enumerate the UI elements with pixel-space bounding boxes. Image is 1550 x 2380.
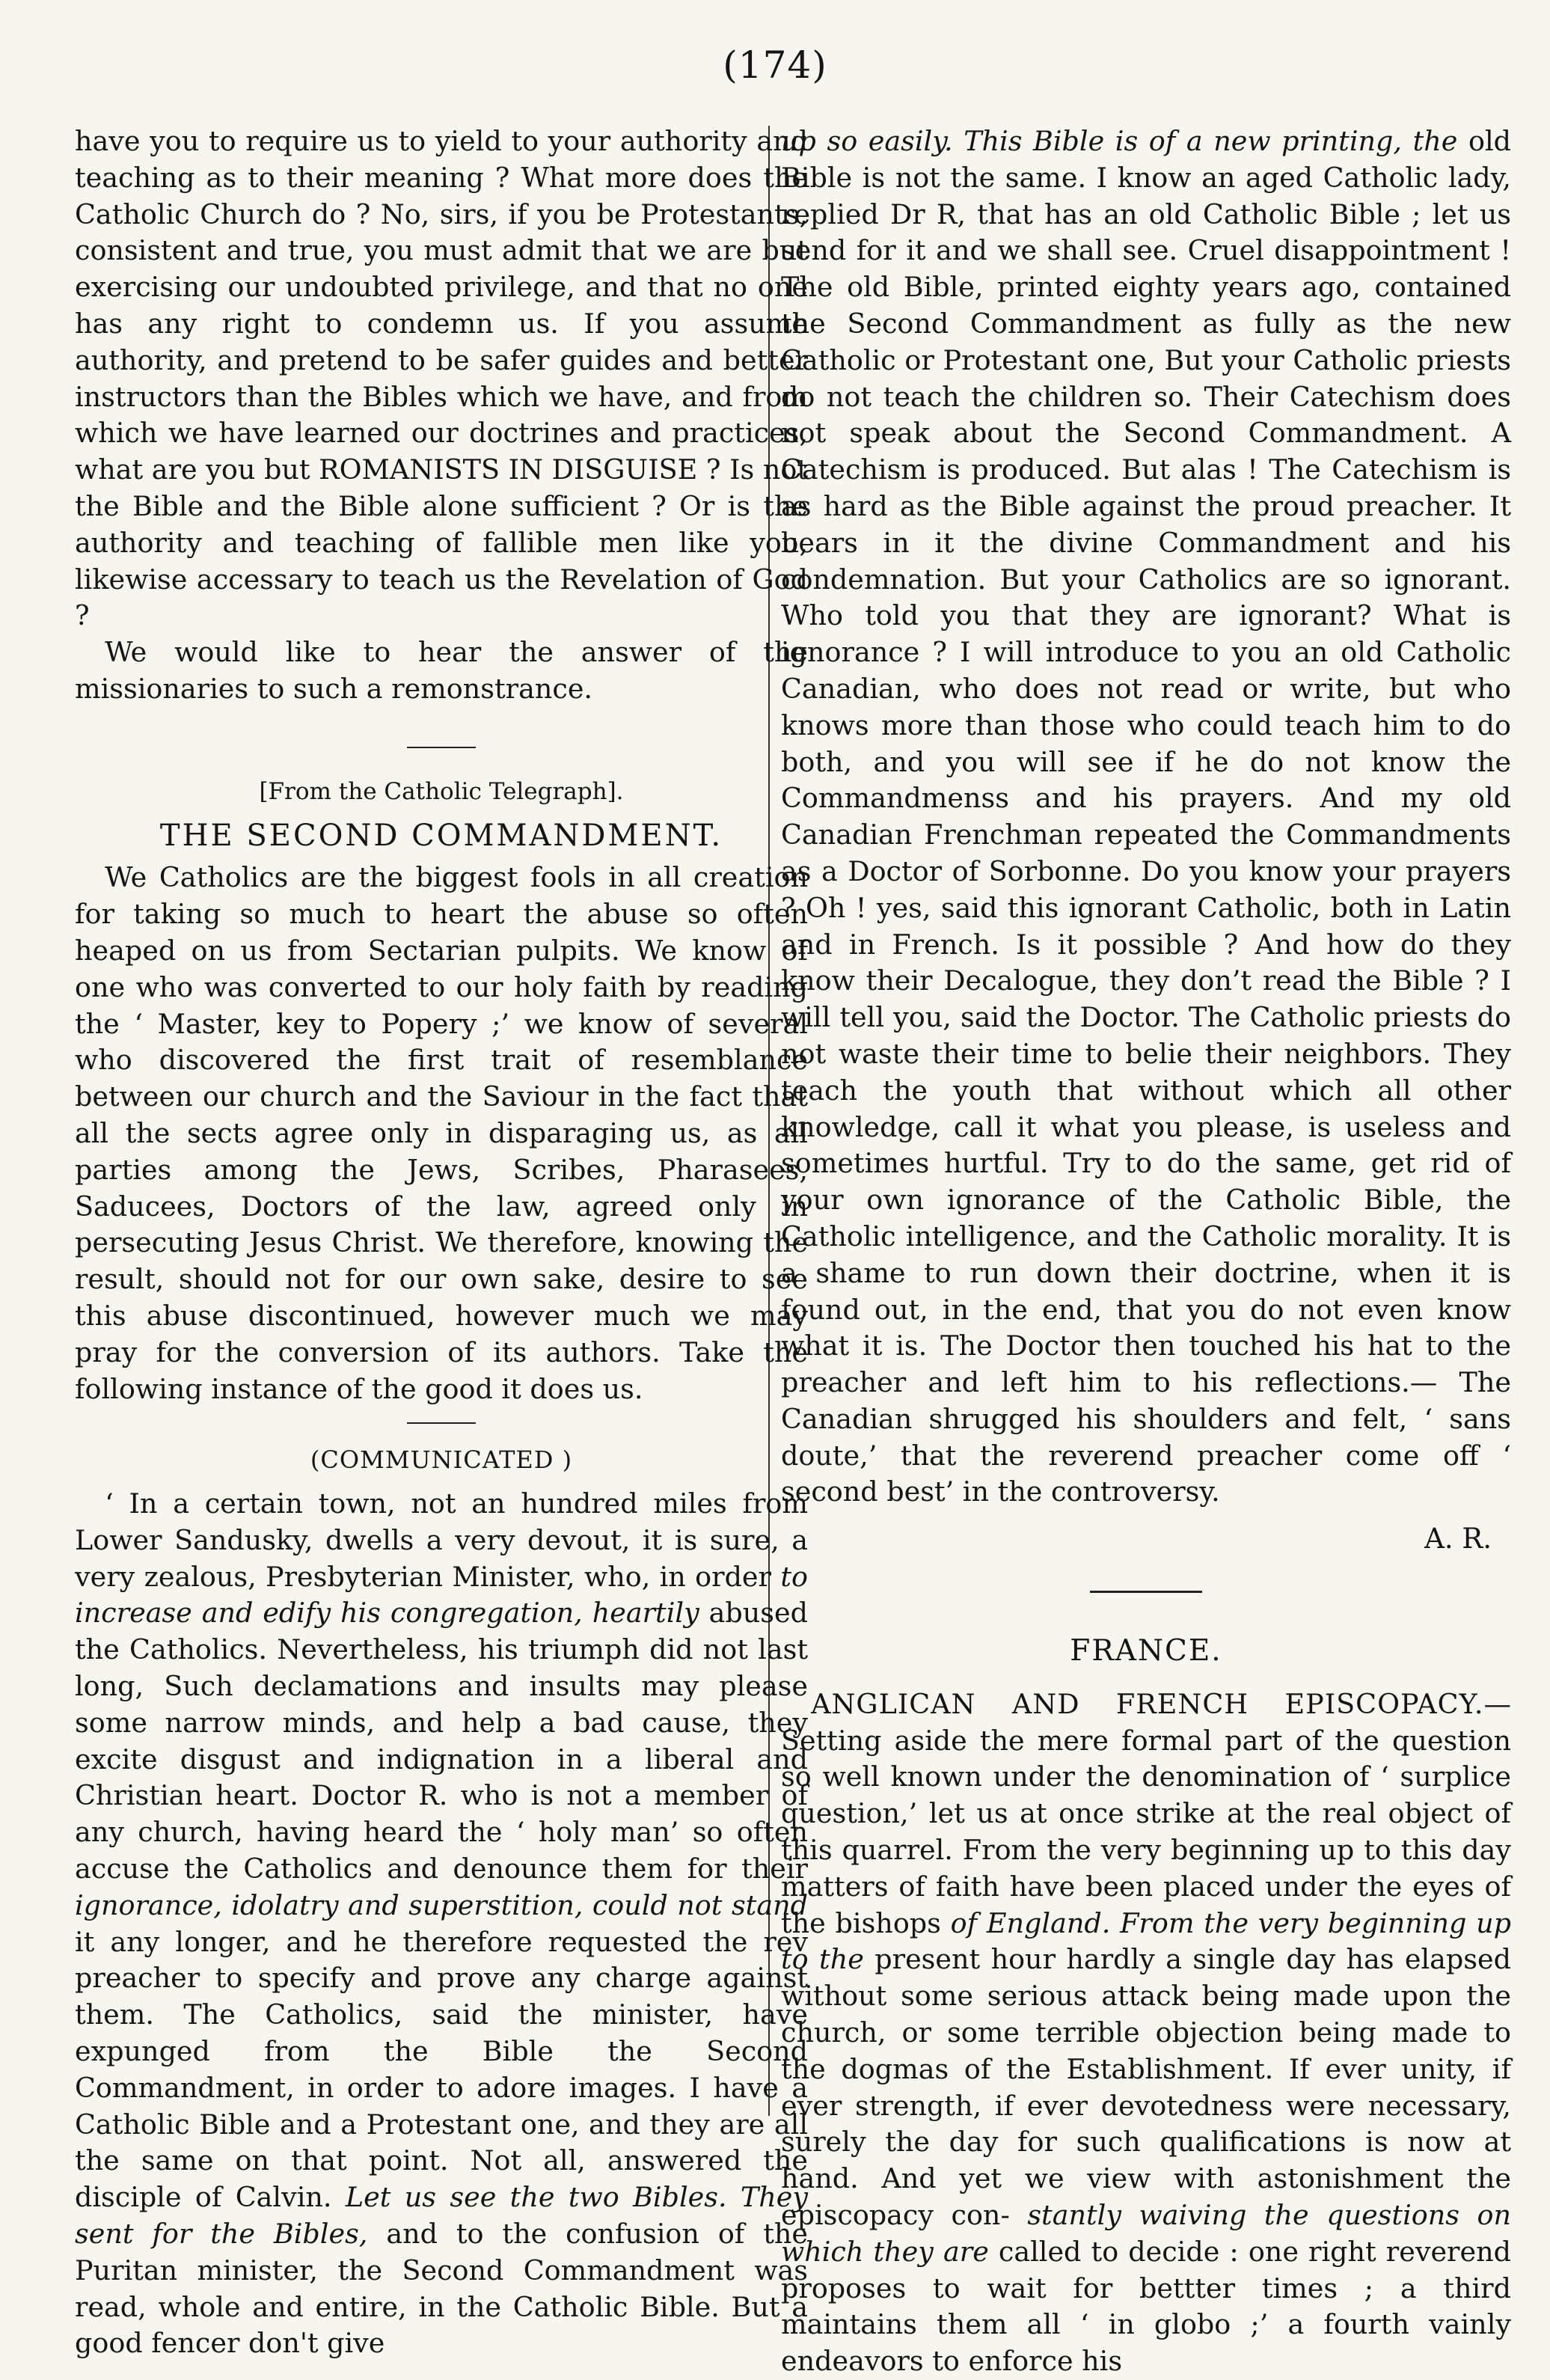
continued-italic: up so easily. This Bible is of a new printing, the — [781, 125, 1458, 157]
page-number: (174) — [723, 43, 827, 87]
story-italic-3: Let us see the two Bibles. They sent for the Bibles, — [75, 2181, 808, 2251]
france-lead: ANGLICAN AND FRENCH EPISCOPACY. — [811, 1687, 1484, 1720]
section-rule — [1090, 1591, 1202, 1593]
story-start: ‘ In a certain town, not an hundred miles from Lower Sandusky, dwells a very devout, it is sure, a very zealous, Presbyterian Minister, who, in order — [75, 1487, 808, 1593]
story-mid-2: it any longer, and he therefore requested the rev preacher to specify and prove any charge against them. The Catholics, said the minister, have expunged from the Bible the Second Commandment, in order to adore images. I have a Catholic Bible and a Protestant one, and they are all the same on that point. Not all, answered the disciple of Calvin. — [75, 1925, 808, 2214]
story-italic-1: to increase and edify his congregation, heartily — [75, 1560, 808, 1630]
intro-paragraph: have you to require us to yield to your authority and teaching as to their meaning ? What more does the Catholic Church do ? No, sirs, if you be Protestants, consistent and true, you must admit that we are but exercising our undoubted privilege, and that no one has any right to condemn us. If you assume authority, and pretend to be safer guides and better instructors than the Bibles which we have, and from which we have learned our doctrines and practices, what are you but ROMANISTS IN DISGUISE ? Is not the Bible and the Bible alone sufficient ? Or is the authority and teaching of fallible men like you, likewise accessary to teach us the Revelation of God ? — [75, 125, 808, 632]
france-paragraph — [781, 1686, 1511, 2380]
france-text-3: called to decide : one right reverend proposes to wait for bettter times ; a third maintains them all ‘ in globo ;’ a fourth vainly endeavors to enforce his — [781, 2235, 1511, 2378]
signature: A. R. — [1424, 1523, 1492, 1555]
section-rule — [407, 747, 476, 748]
france-text-2: present hour hardly a single day has elapsed without some serious attack being made upon the church, or some terrible objection being made to the dogmas of the Establishment. If ever unity, if ever strength, if ever devotedness were necessary, surely the day for such qualifications is now at hand. And yet we view with astonishment the episcopacy con- — [781, 1943, 1511, 2232]
france-title: FRANCE. — [1070, 1634, 1222, 1668]
story-end: and to the confusion of the Puritan minister, the Second Commandment was read, whole and entire, in the Catholic Bible. But a good fencer don't give — [75, 2218, 808, 2360]
france-text-1: —Setting aside the mere formal part of the question so well known under the denomination of ‘ surplice question,’ let us at once strike at the real object of this quarrel. From the very beginning up to this day matters of faith have been placed under the eyes of the bishops — [781, 1687, 1511, 1939]
story-continued — [781, 123, 1511, 1511]
story-italic-2: ignorance, idolatry and superstition, could not stand — [75, 1888, 808, 1921]
article-title: THE SECOND COMMANDMENT. — [159, 818, 723, 853]
france-italic-2: stantly waiving the questions on which they are — [781, 2199, 1511, 2268]
communicated-heading: (COMMUNICATED ) — [310, 1446, 573, 1475]
story-paragraph — [75, 1486, 808, 2362]
right-column — [781, 123, 1511, 2380]
article-paragraph: We Catholics are the biggest fools in all creation for taking so much to heart the abuse so often heaped on us from Sectarian pulpits. We know of one who was converted to our holy faith by reading the ‘ Master, key to Popery ;’ we know of several who discovered the first trait of resemblance between our church and the Saviour in the fact that all the sects agree only in disparaging us, as all parties among the Jews, Scribes, Pharasees, Saducees, Doctors of the law, agreed only in persecuting Jesus Christ. We therefore, knowing the result, should not for our own sake, desire to see this abuse discontinued, however much we may pray for the conversion of its authors. Take the following instance of the good it does us. — [75, 861, 808, 1405]
section-rule — [407, 1422, 476, 1424]
left-column — [75, 123, 808, 2362]
story-mid-1: abused the Catholics. Nevertheless, his triumph did not last long, Such declamations and insults may please some narrow minds, and help a bad cause, they excite disgust and indignation in a liberal and Christian heart. Doctor R. who is not a member of any church, having heard the ‘ holy man’ so often accuse the Catholics and denounce them for their — [75, 1597, 809, 1885]
france-italic-1: of England. From the very beginning up to the — [781, 1906, 1511, 1976]
intro-closing: We would like to hear the answer of the missionaries to such a remonstrance. — [75, 636, 808, 705]
source-line: [From the Catholic Telegraph]. — [259, 777, 624, 805]
continued-text: old Bible is not the same. I know an aged Catholic lady, replied Dr R, that has an old Catholic Bible ; let us send for it and we shall see. Cruel disappointment ! The old Bible, printed eighty years ago, contained the Second Commandment as fully as the new Catholic or Protestant one, But your Catholic priests do not teach the children so. Their Catechism does not speak about the Second Commandment. A Catechism is produced. But alas ! The Catechism is as hard as the Bible against the proud preacher. It bears in it the divine Commandment and his condemnation. But your Catholics are so ignorant. Who told you that they are ignorant? What is ignorance ? I will introduce to you an old Catholic Canadian, who does not read or write, but who knows more than those who could teach him to do both, and you will see if he do not know the Commandmenss and his prayers. And my old Canadian Frenchman repeated the Commandments as a Doctor of Sorbonne. Do you know your prayers ? Oh ! yes, said this ignorant Catholic, both in Latin and in French. Is it possible ? And how do they know their Decalogue, they don’t read the Bible ? I will tell you, said the Doctor. The Catholic priests do not waste their time to belie their neighbors. They teach the youth that without which all other knowledge, call it what you please, is useless and sometimes hurtful. Try to do the same, get rid of your own ignorance of the Catholic Bible, the Catholic intelligence, and the Catholic morality. It is a shame to run down their doctrine, when it is found out, in the end, that you do not even know what it is. The Doctor then touched his hat to the preacher and left him to his reflections.— The Canadian shrugged his shoulders and felt, ‘ sans doute,’ that the reverend preacher come off ‘ second best’ in the controversy. — [781, 125, 1511, 1508]
